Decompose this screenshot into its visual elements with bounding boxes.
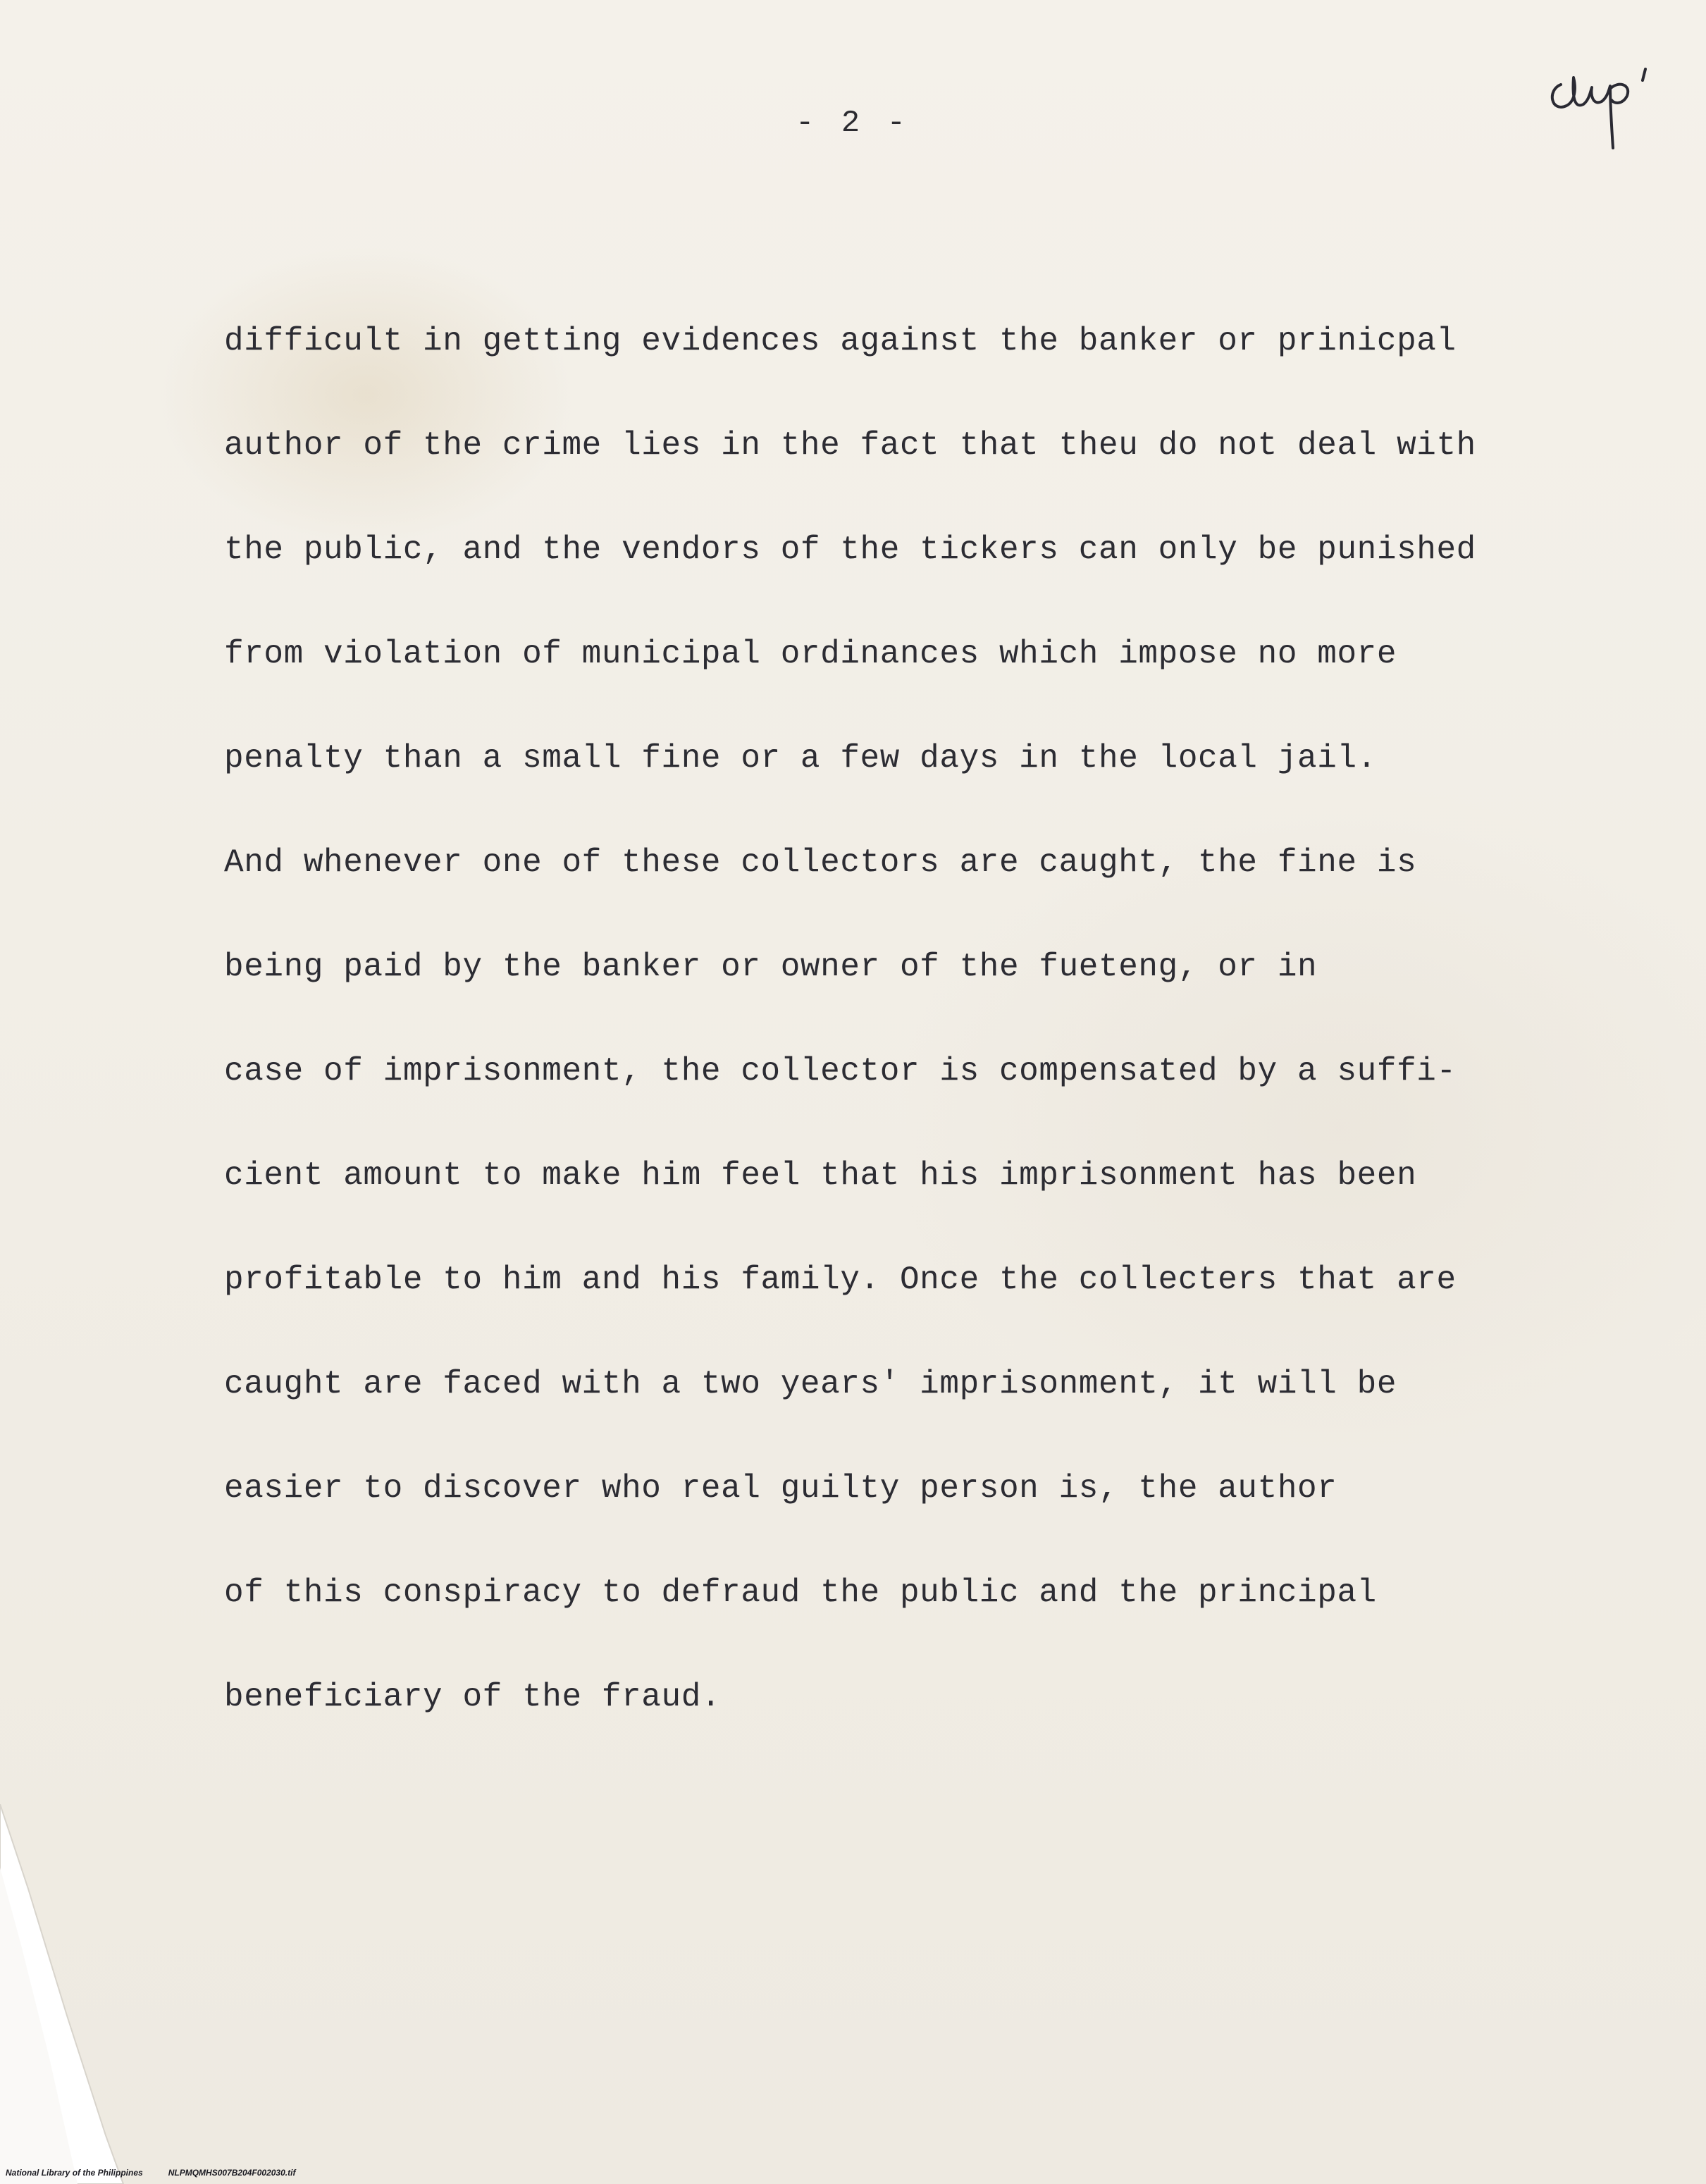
text-line: being paid by the banker or owner of the fueteng, or in (224, 949, 1318, 985)
handwritten-annotation (1540, 49, 1674, 155)
text-line: penalty than a small fine or a few days in the local jail. (224, 740, 1377, 777)
text-line: easier to discover who real guilty person is, the author (224, 1470, 1337, 1507)
footer-caption (6, 2168, 321, 2178)
footer-institution: National Library of the Philippines (6, 2168, 143, 2178)
text-line: cient amount to make him feel that his imprisonment has been (224, 1157, 1417, 1194)
text-line: difficult in getting evidences against the banker or prinicpal (224, 323, 1457, 359)
text-line: caught are faced with a two years' imprisonment, it will be (224, 1366, 1397, 1402)
text-line: author of the crime lies in the fact that theu do not deal with (224, 427, 1476, 464)
text-line: beneficiary of the fraud. (224, 1679, 722, 1715)
text-line: from violation of municipal ordinances which impose no more (224, 636, 1397, 672)
text-line: the public, and the vendors of the tickers can only be punished (224, 531, 1476, 568)
body-text (224, 289, 1655, 1749)
footer-file-name: NLPMQMHS007B204F002030.tif (168, 2168, 296, 2178)
text-line: of this conspiracy to defraud the public and the principal (224, 1574, 1377, 1611)
page-number: - 2 - (795, 106, 910, 141)
text-line: profitable to him and his family. Once the collecters that are (224, 1261, 1457, 1298)
text-line: case of imprisonment, the collector is compensated by a suffi- (224, 1053, 1457, 1090)
torn-corner (0, 1804, 211, 2184)
text-line: And whenever one of these collectors are caught, the fine is (224, 844, 1417, 881)
